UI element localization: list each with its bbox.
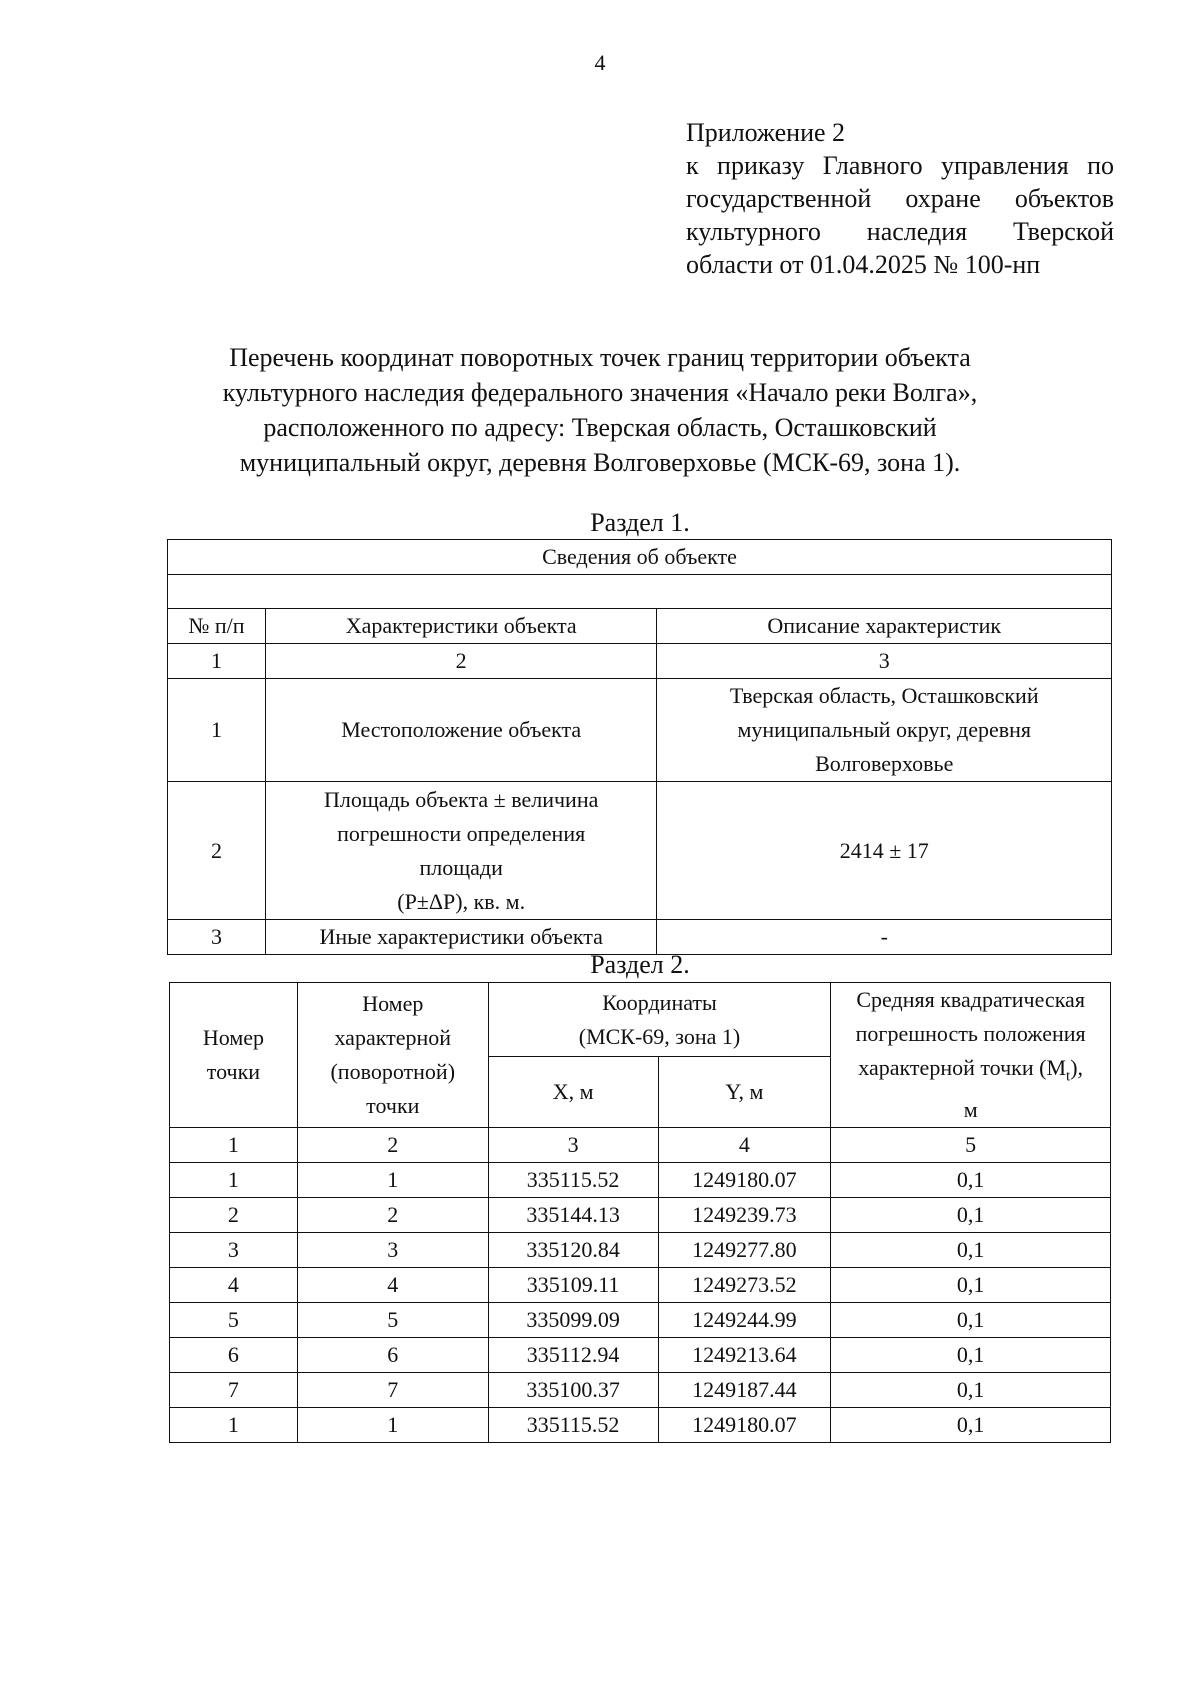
title-line: Перечень координат поворотных точек границ территории объекта: [229, 343, 971, 372]
cell: 335120.84: [488, 1233, 658, 1268]
cell: 1249277.80: [658, 1233, 831, 1268]
cell: 335115.52: [488, 1163, 658, 1198]
appendix-line: Приложение 2: [686, 118, 846, 147]
cell: 1249180.07: [658, 1163, 831, 1198]
cell: 0,1: [831, 1233, 1111, 1268]
header-line: Координаты: [602, 989, 717, 1015]
cell: 3: [170, 1233, 298, 1268]
x-header: X, м: [488, 1057, 658, 1128]
cell: 2: [297, 1198, 488, 1233]
empty-row: [168, 575, 1112, 609]
cell: 335109.11: [488, 1268, 658, 1303]
cell: 1: [170, 1163, 298, 1198]
column-number: 1: [170, 1128, 298, 1163]
cell: 1249180.07: [658, 1408, 831, 1443]
cell: 1: [297, 1163, 488, 1198]
cell: 7: [170, 1373, 298, 1408]
name-line: площади: [419, 854, 503, 880]
cell: 1249239.73: [658, 1198, 831, 1233]
page-number: 4: [594, 50, 606, 75]
appendix-line: к приказу Главного управления по: [686, 151, 1114, 180]
column-number: 3: [657, 644, 1112, 679]
header-line: Средняя квадратическая: [856, 987, 1085, 1012]
description-line: Тверская область, Осташковский: [729, 683, 1039, 708]
error-header: [831, 983, 1111, 1128]
cell: 335112.94: [488, 1338, 658, 1373]
column-number: 3: [488, 1128, 658, 1163]
cell: 3: [297, 1233, 488, 1268]
coordinates-header: [488, 983, 831, 1057]
column-number: 2: [265, 644, 657, 679]
cell: 0,1: [831, 1198, 1111, 1233]
point-number-header: [170, 983, 298, 1128]
cell: 0,1: [831, 1373, 1111, 1408]
appendix-line: государственной охране объектов: [686, 184, 1114, 213]
table-row: [168, 679, 1112, 782]
header-text: ),: [1070, 1055, 1084, 1080]
column-number: 5: [831, 1128, 1111, 1163]
cell: 6: [297, 1338, 488, 1373]
cell: 4: [170, 1268, 298, 1303]
table-row: [170, 1233, 1111, 1268]
header-text: характерной точки (M: [858, 1055, 1067, 1080]
characteristic-name: Иные характеристики объекта: [265, 920, 657, 955]
header-line: Номер: [202, 1025, 264, 1051]
cell: 1249244.99: [658, 1303, 831, 1338]
header-line: точки: [206, 1059, 261, 1085]
characteristic-name: [265, 782, 657, 920]
row-number: 3: [168, 920, 266, 955]
table-row: [170, 1268, 1111, 1303]
column-header: № п/п: [168, 609, 266, 644]
table-row: [170, 1303, 1111, 1338]
cell: 5: [297, 1303, 488, 1338]
cell: 7: [297, 1373, 488, 1408]
row-number: 2: [168, 782, 266, 920]
cell: 0,1: [831, 1303, 1111, 1338]
cell: 2: [170, 1198, 298, 1233]
cell: 1: [297, 1408, 488, 1443]
column-number: 1: [168, 644, 266, 679]
column-number: 4: [658, 1128, 831, 1163]
cell: 5: [170, 1303, 298, 1338]
header-line: точки: [366, 1093, 420, 1119]
cell: 335144.13: [488, 1198, 658, 1233]
column-header: Описание характеристик: [657, 609, 1112, 644]
table-row: [170, 1163, 1111, 1198]
cell: 1: [170, 1408, 298, 1443]
coordinates-table: [169, 982, 1111, 1443]
cell: 1249213.64: [658, 1338, 831, 1373]
description-line: муниципальный округ, деревня: [737, 717, 1031, 742]
characteristic-description: -: [657, 920, 1112, 955]
cell: 335115.52: [488, 1408, 658, 1443]
appendix-line: культурного наследия Тверской: [686, 217, 1114, 246]
y-header: Y, м: [658, 1057, 831, 1128]
cell: 0,1: [831, 1338, 1111, 1373]
cell: 0,1: [831, 1163, 1111, 1198]
cell: 0,1: [831, 1408, 1111, 1443]
header-line: Номер: [362, 991, 424, 1017]
table-row: [170, 1373, 1111, 1408]
subscript: t: [1066, 1068, 1071, 1085]
header-line: (МСК-69, зона 1): [578, 1023, 741, 1049]
name-line: (Р±ΔР), кв. м.: [397, 888, 526, 914]
header-line: (поворотной): [330, 1059, 456, 1085]
table-row: [170, 1198, 1111, 1233]
characteristic-description: 2414 ± 17: [657, 782, 1112, 920]
cell: 1249187.44: [658, 1373, 831, 1408]
title-line: расположенного по адресу: Тверская область, Осташковский: [263, 413, 937, 442]
row-number: 1: [168, 679, 266, 782]
appendix-header: [686, 116, 1114, 281]
table-row: [170, 1408, 1111, 1443]
title-line: муниципальный округ, деревня Волговерховье (МСК-69, зона 1).: [239, 448, 961, 477]
table-row: [168, 782, 1112, 920]
cell: 4: [297, 1268, 488, 1303]
table-header: Сведения об объекте: [168, 540, 1112, 575]
column-header: Характеристики объекта: [265, 609, 657, 644]
title-line: культурного наследия федерального значения «Начало реки Волга»,: [222, 378, 978, 407]
name-line: погрешности определения: [337, 820, 586, 846]
header-line: характерной: [334, 1025, 452, 1051]
table-row: [170, 1338, 1111, 1373]
column-number: 2: [297, 1128, 488, 1163]
name-line: Площадь объекта ± величина: [324, 786, 599, 812]
section-2-title: Раздел 2.: [590, 950, 690, 979]
characteristic-description: [657, 679, 1112, 782]
header-line: м: [963, 1097, 978, 1123]
cell: 335099.09: [488, 1303, 658, 1338]
cell: 0,1: [831, 1268, 1111, 1303]
description-line: Волговерховье: [815, 751, 954, 776]
cell: 335100.37: [488, 1373, 658, 1408]
document-title: [140, 340, 1060, 480]
section-1-title: Раздел 1.: [590, 508, 690, 537]
header-line: [837, 1051, 1104, 1093]
header-line: погрешность положения: [855, 1021, 1086, 1046]
turning-point-header: [297, 983, 488, 1128]
object-info-table: [167, 539, 1112, 955]
cell: 6: [170, 1338, 298, 1373]
appendix-line: области от 01.04.2025 № 100-нп: [686, 250, 1041, 279]
characteristic-name: Местоположение объекта: [265, 679, 657, 782]
cell: 1249273.52: [658, 1268, 831, 1303]
